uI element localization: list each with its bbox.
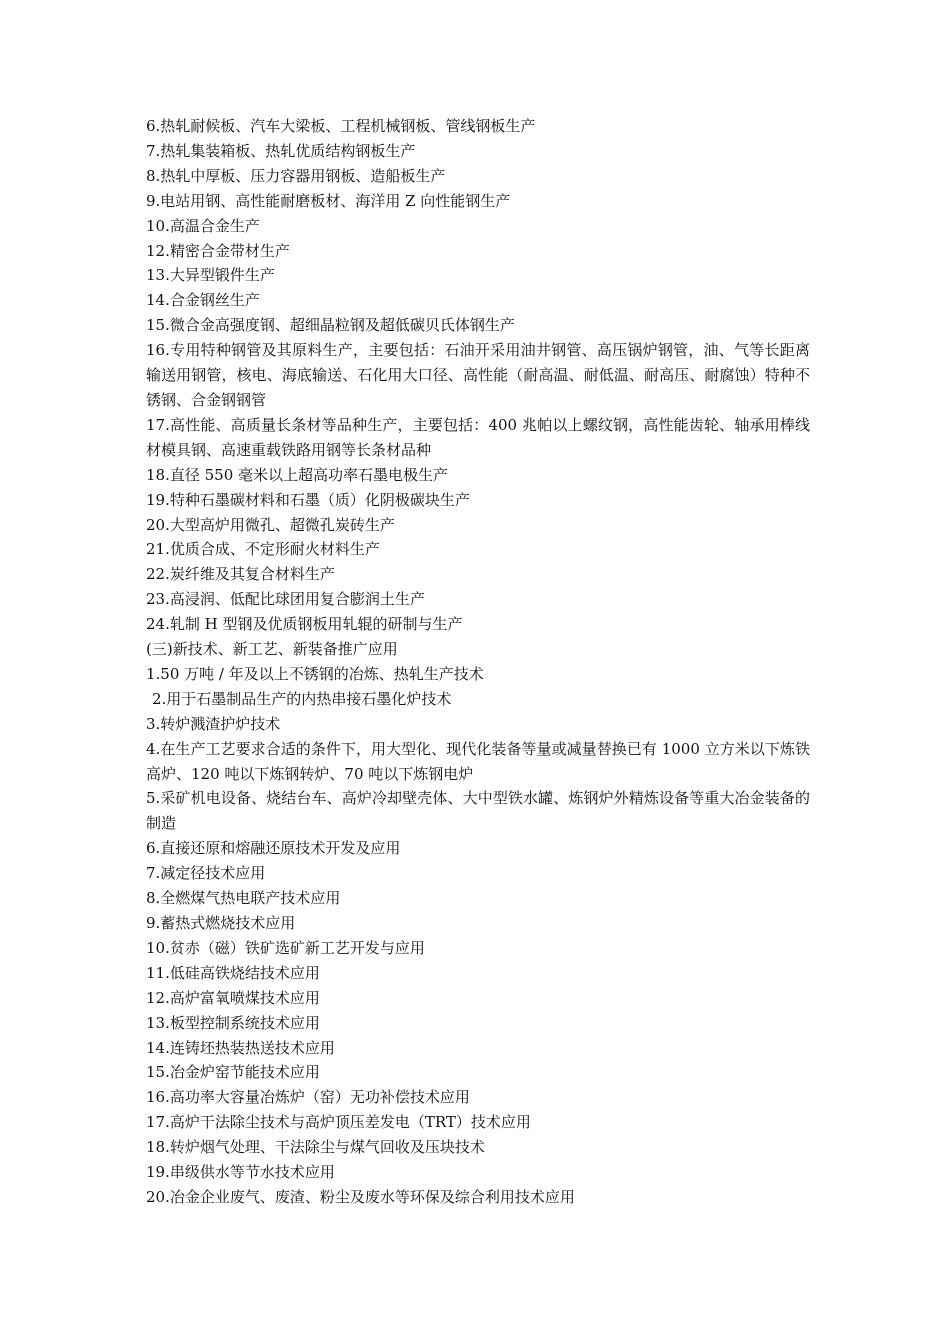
list-item: 10.高温合金生产 bbox=[146, 216, 260, 235]
list-item: 8.热轧中厚板、压力容器用钢板、造船板生产 bbox=[146, 166, 446, 185]
list-item: 16.高功率大容量冶炼炉（窑）无功补偿技术应用 bbox=[146, 1088, 470, 1107]
list-item: 20.冶金企业废气、废渣、粉尘及废水等环保及综合利用技术应用 bbox=[146, 1187, 575, 1206]
list-item: 13.板型控制系统技术应用 bbox=[146, 1013, 320, 1032]
list-item: 4.在生产工艺要求合适的条件下，用大型化、现代化装备等量或减量替换已有 1000 立方米以下炼铁高炉、120 吨以下炼钢转炉、70 吨以下炼钢电炉 bbox=[146, 739, 810, 783]
list-item: 2.用于石墨制品生产的内热串接石墨化炉技术 bbox=[152, 689, 452, 708]
list-item: 6.直接还原和熔融还原技术开发及应用 bbox=[146, 839, 401, 858]
document-body bbox=[146, 114, 810, 1210]
list-item: 15.冶金炉窑节能技术应用 bbox=[146, 1063, 320, 1082]
list-item: 9.电站用钢、高性能耐磨板材、海洋用 Z 向性能钢生产 bbox=[146, 191, 511, 210]
list-item: 18.直径 550 毫米以上超高功率石墨电极生产 bbox=[146, 465, 449, 484]
list-item: 20.大型高炉用微孔、超微孔炭砖生产 bbox=[146, 515, 395, 534]
list-item: 17.高性能、高质量长条材等品种生产，主要包括：400 兆帕以上螺纹钢，高性能齿轮、轴承用棒线材模具钢、高速重载铁路用钢等长条材品种 bbox=[146, 415, 810, 459]
list-item: 11.低硅高铁烧结技术应用 bbox=[146, 963, 320, 982]
list-item: 13.大异型锻件生产 bbox=[146, 266, 275, 285]
list-item: 15.微合金高强度钢、超细晶粒钢及超低碳贝氏体钢生产 bbox=[146, 316, 515, 335]
list-item: 7.减定径技术应用 bbox=[146, 864, 266, 883]
list-item: 22.炭纤维及其复合材料生产 bbox=[146, 565, 335, 584]
list-item: 5.采矿机电设备、烧结台车、高炉冷却壁壳体、大中型铁水罐、炼钢炉外精炼设备等重大冶金装备的制造 bbox=[146, 789, 810, 833]
list-item: 16.专用特种钢管及其原料生产，主要包括：石油开采用油井钢管、高压锅炉钢管，油、气等长距离输送用钢管，核电、海底输送、石化用大口径、高性能（耐高温、耐低温、耐高压、耐腐蚀）特种不锈钢、合金钢钢管 bbox=[146, 341, 810, 409]
list-item: 8.全燃煤气热电联产技术应用 bbox=[146, 889, 341, 908]
list-item: 1.50 万吨 / 年及以上不锈钢的冶炼、热轧生产技术 bbox=[146, 664, 484, 683]
list-item: 6.热轧耐候板、汽车大梁板、工程机械钢板、管线钢板生产 bbox=[146, 117, 536, 135]
list-item: 23.高浸润、低配比球团用复合膨润土生产 bbox=[146, 590, 425, 609]
list-item: 17.高炉干法除尘技术与高炉顶压差发电（TRT）技术应用 bbox=[146, 1113, 531, 1132]
list-item: 12.高炉富氧喷煤技术应用 bbox=[146, 988, 320, 1007]
list-item: 12.精密合金带材生产 bbox=[146, 241, 290, 260]
list-item: 14.合金钢丝生产 bbox=[146, 291, 260, 310]
list-item: 19.串级供水等节水技术应用 bbox=[146, 1163, 335, 1182]
list-item: 24.轧制 H 型钢及优质钢板用轧辊的研制与生产 bbox=[146, 615, 463, 634]
list-item: 21.优质合成、不定形耐火材料生产 bbox=[146, 540, 380, 559]
list-item: 14.连铸坯热装热送技术应用 bbox=[146, 1038, 335, 1057]
list-item: 9.蓄热式燃烧技术应用 bbox=[146, 914, 296, 932]
section-heading: (三)新技术、新工艺、新装备推广应用 bbox=[146, 640, 398, 659]
list-item: 7.热轧集装箱板、热轧优质结构钢板生产 bbox=[146, 141, 416, 160]
list-item: 3.转炉溅渣护炉技术 bbox=[146, 714, 281, 733]
list-item: 10.贫赤（磁）铁矿选矿新工艺开发与应用 bbox=[146, 938, 425, 957]
list-item: 18.转炉烟气处理、干法除尘与煤气回收及压块技术 bbox=[146, 1138, 485, 1157]
list-item: 19.特种石墨碳材料和石墨（质）化阴极碳块生产 bbox=[146, 490, 470, 509]
